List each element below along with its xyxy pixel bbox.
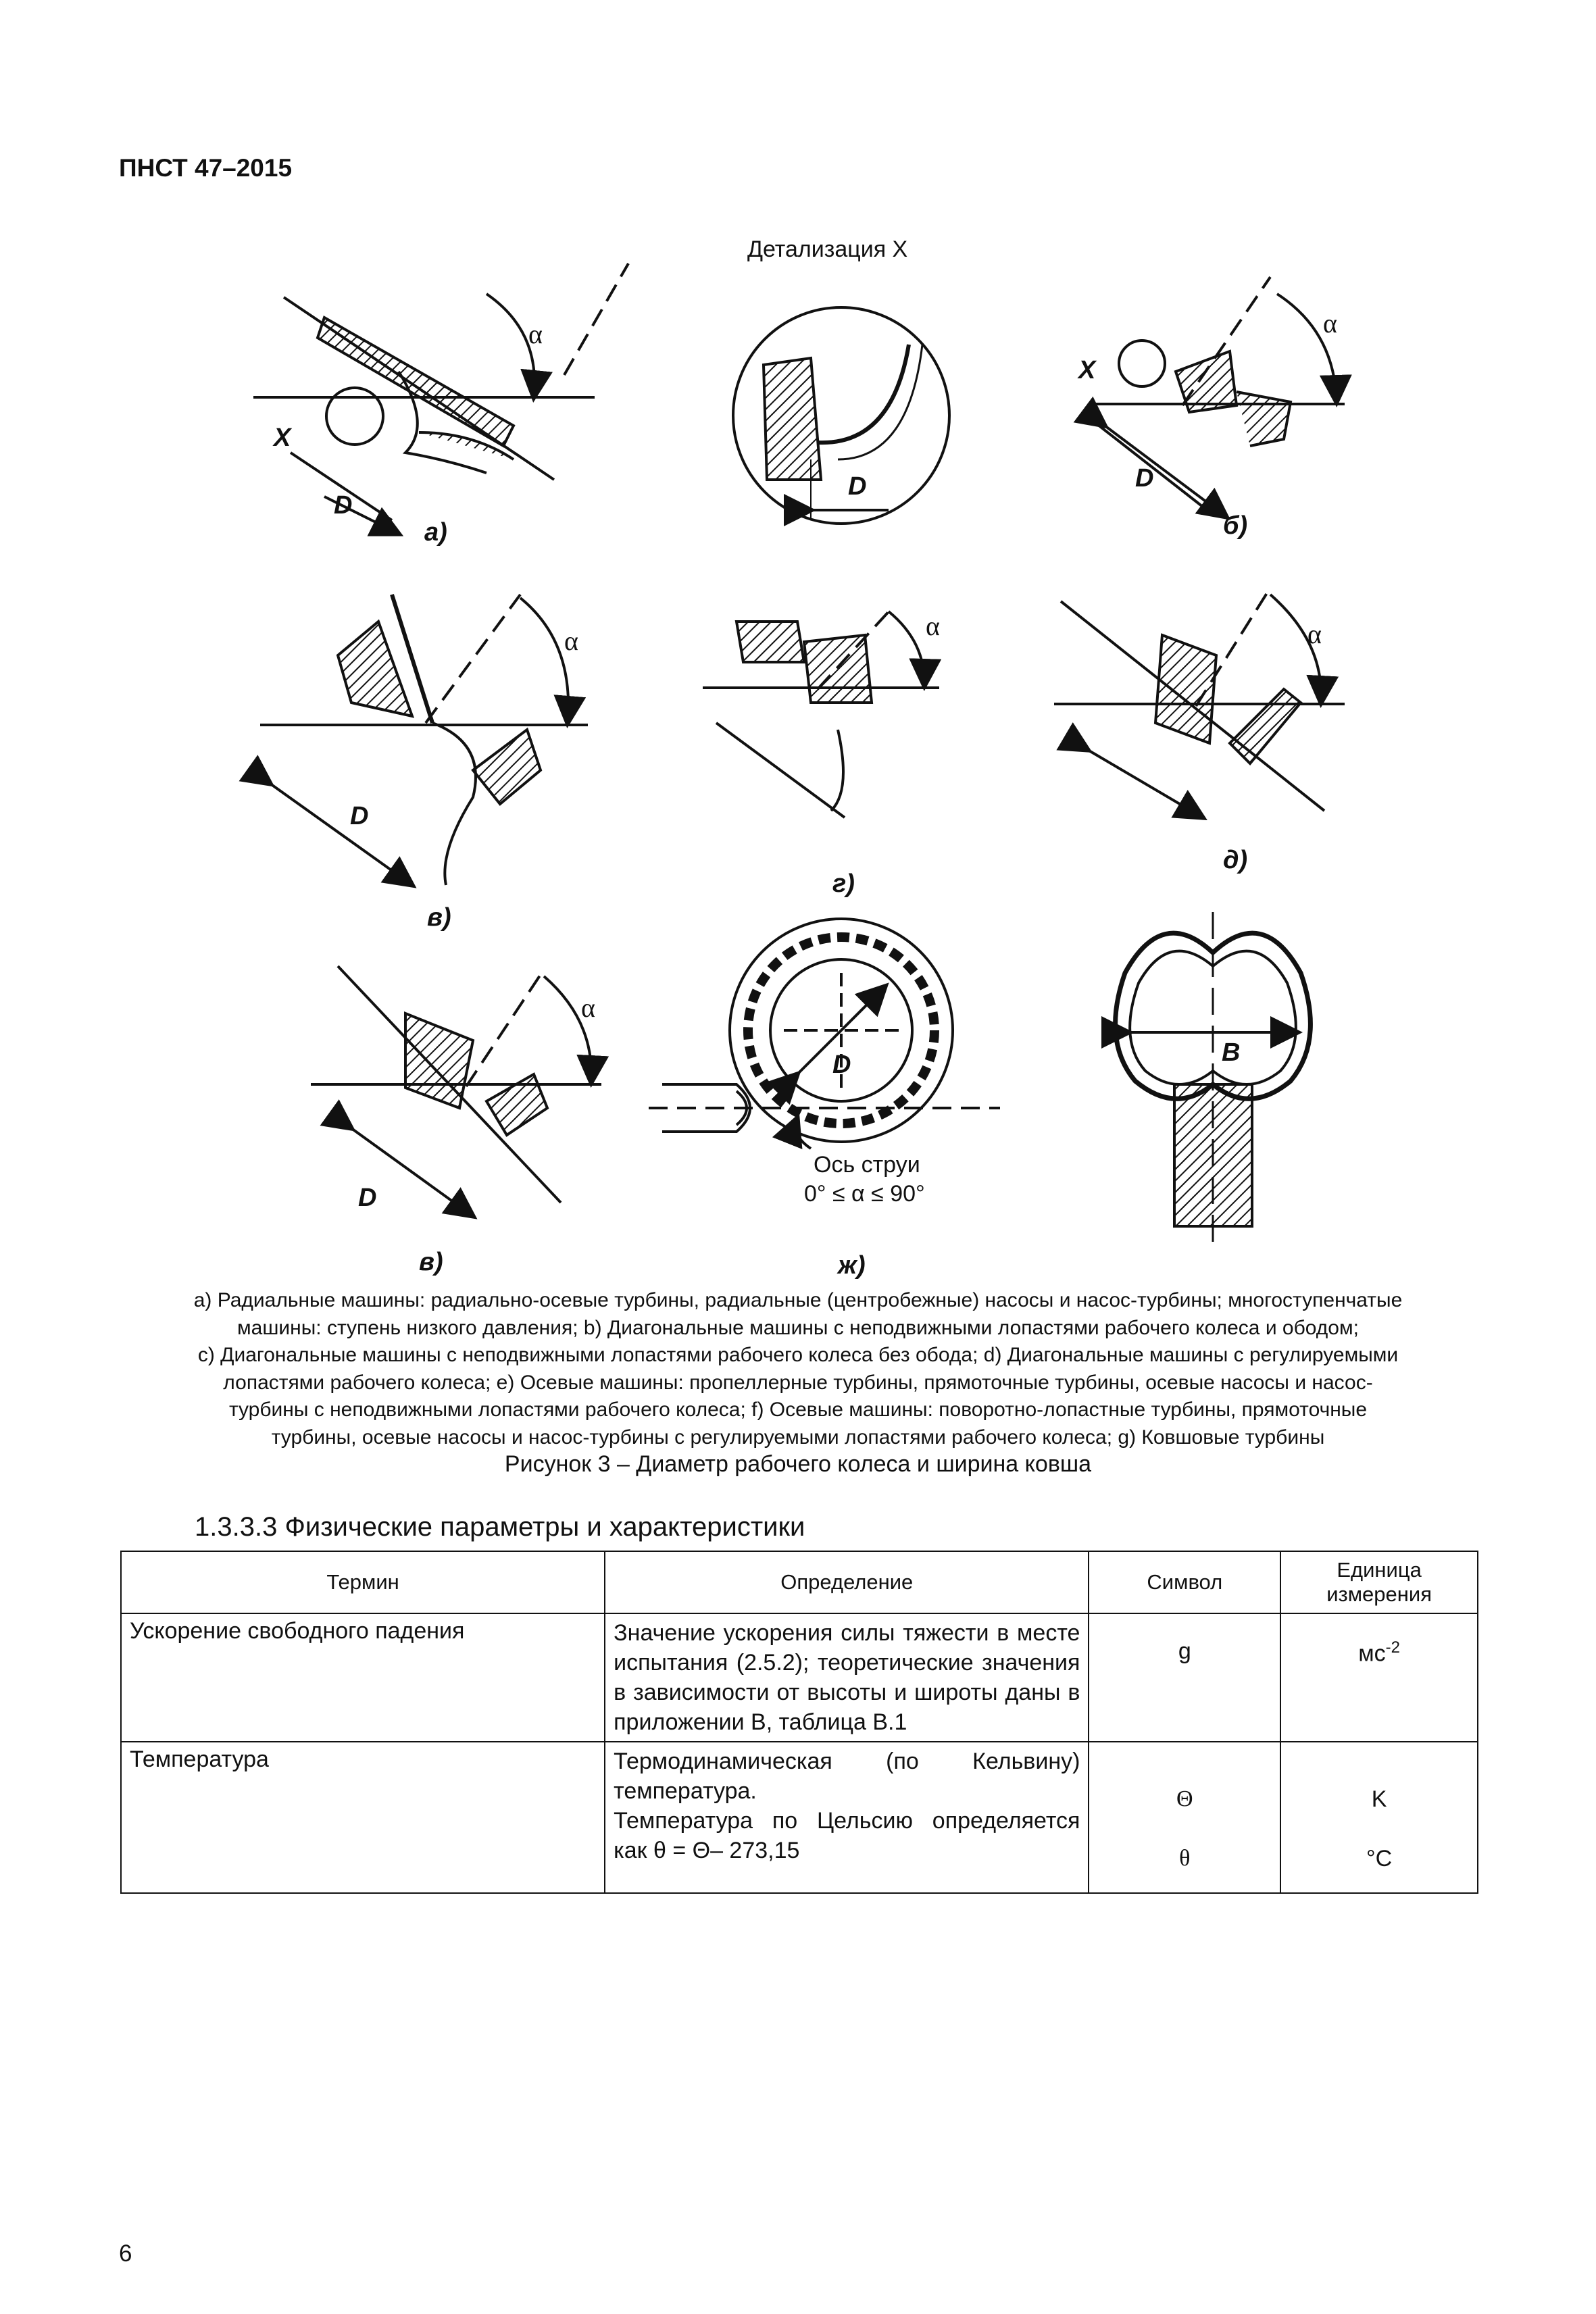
subfigure-b-label: б) xyxy=(1223,511,1248,540)
parameters-table xyxy=(120,1551,1478,1894)
cell-term: Ускорение свободного падения xyxy=(121,1613,605,1742)
alpha-label-a: α xyxy=(528,319,543,349)
legend-line: турбины, осевые насосы и насос-турбины с регулируемыми лопастями рабочего колеса; g) Ковшовые турбины xyxy=(271,1426,1325,1449)
alpha-label-e: α xyxy=(1307,619,1322,649)
detail-title: Детализация X xyxy=(747,236,908,262)
subfigure-d-drawing xyxy=(703,608,939,818)
table-header-row xyxy=(121,1551,1478,1613)
cell-term: Температура xyxy=(121,1742,605,1893)
alpha-label-d: α xyxy=(926,611,940,641)
subfigure-e-label: д) xyxy=(1223,846,1248,874)
jet-axis-label: Ось струи xyxy=(814,1152,920,1178)
label-x-a: X xyxy=(274,424,291,452)
subfigure-c-label: в) xyxy=(427,903,451,932)
label-d-detail: D xyxy=(848,472,867,501)
label-d-b: D xyxy=(1135,464,1154,493)
legend-line: а) Радиальные машины: радиально-осевые турбины, радиальные (центробежные) насосы и насос-турбины; многоступенчатые xyxy=(193,1289,1403,1311)
table-row xyxy=(121,1613,1478,1742)
figure-legend xyxy=(101,1287,1495,1451)
legend-line: турбины с неподвижными лопастями рабочего колеса; f) Осевые машины: поворотно-лопастные турбины, прямоточные xyxy=(228,1399,1368,1421)
figure-caption: Рисунок 3 – Диаметр рабочего колеса и ширина ковша xyxy=(504,1451,1092,1477)
alpha-label-f: α xyxy=(581,992,595,1023)
alpha-label-c: α xyxy=(564,626,578,656)
section-heading: 1.3.3.3 Физические параметры и характеристики xyxy=(195,1512,805,1542)
cell-symbol xyxy=(1089,1742,1280,1893)
header-term: Термин xyxy=(121,1551,605,1613)
unit-exponent: -2 xyxy=(1385,1638,1400,1657)
subfigure-g-label: ж) xyxy=(838,1251,866,1280)
table-row xyxy=(121,1742,1478,1893)
definition-part: Термодинамическая (по Кельвину) температура. xyxy=(614,1749,1080,1804)
cell-symbol: g xyxy=(1089,1613,1280,1742)
subfigure-f-drawing xyxy=(311,966,601,1216)
unit-celsius: °C xyxy=(1366,1846,1393,1871)
cell-unit xyxy=(1280,1742,1478,1893)
bucket-drawing xyxy=(1116,912,1311,1250)
label-x-b: X xyxy=(1078,356,1096,384)
header-definition: Определение xyxy=(605,1551,1089,1613)
subfigure-e-drawing xyxy=(1054,588,1345,818)
header-symbol: Символ xyxy=(1089,1551,1280,1613)
legend-line: с) Диагональные машины с неподвижными лопастями рабочего колеса без обода; d) Диагональные машины с регулируемыми xyxy=(197,1344,1399,1366)
subfigure-b-drawing xyxy=(1095,277,1345,517)
subfigure-c-drawing xyxy=(260,595,588,885)
detail-x-drawing xyxy=(733,307,949,524)
alpha-label-b: α xyxy=(1323,308,1337,338)
symbol-celsius: θ xyxy=(1179,1846,1191,1871)
label-d-a: D xyxy=(334,491,353,520)
angle-range-label: 0° ≤ α ≤ 90° xyxy=(804,1181,925,1207)
document-designation: ПНСТ 47–2015 xyxy=(119,154,293,182)
unit-base: мс xyxy=(1358,1640,1386,1667)
header-unit: Единица измерения xyxy=(1280,1551,1478,1613)
cell-definition: Значение ускорения силы тяжести в месте испытания (2.5.2); теоретические значения в зависимости от высоты и широты даны в приложении В, таблица В.1 xyxy=(605,1613,1089,1742)
page-number: 6 xyxy=(119,2240,132,2267)
label-d-f: D xyxy=(358,1184,377,1212)
legend-line: машины: ступень низкого давления; b) Диагональные машины с неподвижными лопастями рабочего колеса и ободом; xyxy=(237,1316,1359,1339)
label-d-g: D xyxy=(832,1051,851,1079)
legend-line: лопастями рабочего колеса; е) Осевые машины: пропеллерные турбины, прямоточные турбины, осевые насосы и насос- xyxy=(223,1371,1373,1394)
subfigure-f-label: в) xyxy=(419,1248,443,1276)
turbine-figure xyxy=(0,257,1596,1284)
unit-kelvin: K xyxy=(1371,1786,1387,1812)
subfigure-g-drawing xyxy=(649,919,1000,1149)
label-b: B xyxy=(1222,1038,1241,1067)
definition-part: Температура по Цельсию определяется как θ = Θ– 273,15 xyxy=(614,1808,1080,1863)
subfigure-d-label: г) xyxy=(832,870,855,898)
subfigure-a-label: а) xyxy=(424,518,447,547)
cell-definition xyxy=(605,1742,1089,1893)
subfigure-a-drawing xyxy=(253,263,628,534)
symbol-kelvin: Θ xyxy=(1176,1786,1193,1811)
cell-unit xyxy=(1280,1613,1478,1742)
label-d-c: D xyxy=(350,802,369,830)
